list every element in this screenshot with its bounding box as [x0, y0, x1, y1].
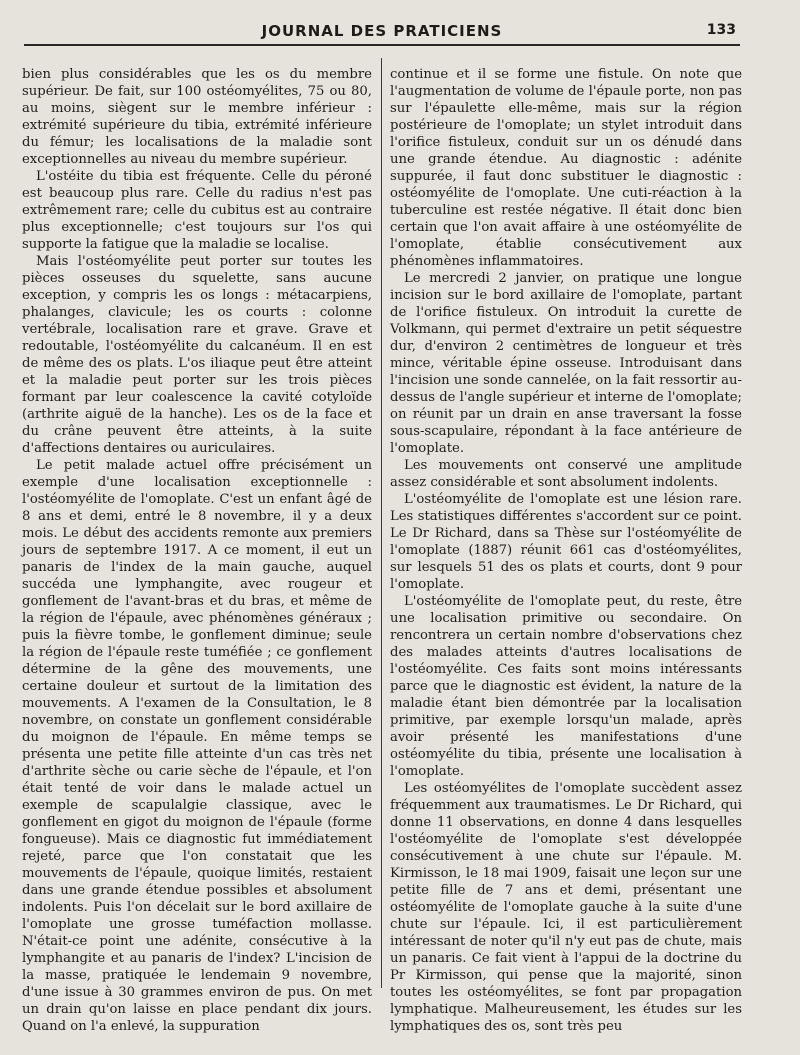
paragraph: L'ostéomyélite de l'omoplate peut, du reste, être une localisation primitive ou secondaire. On rencontrera un certain nombre d'observations chez des malades atteints d'autres localisations de l'ostéomyélite. Ces faits sont moins intéressants parce que le diagnostic est évident, la nature de la maladie étant bien démontrée par la localisation primitive, par exemple lorsqu'un malade, après avoir présenté les manifestations d'une ostéomyélite du tibia, présente une localisation à l'omoplate. — [390, 594, 742, 779]
column-divider — [381, 58, 382, 988]
journal-title: JOURNAL DES PRATICIENS — [261, 22, 503, 40]
page-header — [24, 18, 740, 46]
paragraph: bien plus considérables que les os du membre supérieur. De fait, sur 100 ostéomyélites, 75 ou 80, au moins, siègent sur le membre inférieur : extrémité supérieure du tibia, extrémité inférieure du fémur; les localisations de la maladie sont exceptionnelles au niveau du membre supérieur. — [22, 67, 372, 167]
paragraph: Les mouvements ont conservé une amplitude assez considérable et sont absolument indolents. — [390, 458, 742, 490]
paragraph: Mais l'ostéomyélite peut porter sur toutes les pièces osseuses du squelette, sans aucune exception, y compris les os longs : métacarpiens, phalanges, clavicule; les os courts : colonne vertébrale, localisation rare et grave. Grave et redoutable, l'ostéomyélite du calcanéum. Il en est de même des os plats. L'os iliaque peut être atteint et la maladie peut porter sur les trois pièces formant par leur coalescence la cavité cotyloïde (arthrite aiguë de la hanche). Les os de la face et du crâne peuvent être atteints, à la suite d'affections dentaires ou auriculaires. — [22, 254, 372, 456]
right-column — [390, 66, 742, 1035]
left-column — [22, 66, 372, 1035]
paragraph: continue et il se forme une fistule. On note que l'augmentation de volume de l'épaule porte, non pas sur l'épaulette elle-même, mais sur la région postérieure de l'omoplate; un stylet introduit dans l'orifice fistuleux, conduit sur un os dénudé dans une grande étendue. Au diagnostic : adénite suppurée, il faut donc substituer le diagnostic : ostéomyélite de l'omoplate. Une cuti-réaction à la tuberculine est restée négative. Il était donc bien certain que l'on avait affaire à une ostéomyélite de l'omoplate, établie consécutivement aux phénomènes inflammatoires. — [390, 67, 742, 269]
paragraph: Le petit malade actuel offre précisément un exemple d'une localisation exceptionnelle : l'ostéomyélite de l'omoplate. C'est un enfant âgé de 8 ans et demi, entré le 8 novembre, il y a deux mois. Le début des accidents remonte aux premiers jours de septembre 1917. A ce moment, il eut un panaris de l'index de la main gauche, auquel succéda une lymphangite, avec rougeur et gonflement de l'avant-bras et du bras, et même de la région de l'épaule, avec phénomènes généraux ; puis la fièvre tombe, le gonflement diminue; seule la région de l'épaule reste tuméfiée ; ce gonflement détermine de la gêne des mouvements, une certaine douleur et surtout de la limitation des mouvements. A l'examen de la Consultation, le 8 novembre, on constate un gonflement considérable du moignon de l'épaule. En même temps se présenta une petite fille atteinte d'un cas très net d'arthrite sèche ou carie sèche de l'épaule, et l'on était tenté de voir dans le malade actuel un exemple de scapulalgie classique, avec le gonflement en gigot du moignon de l'épaule (forme fongueuse). Mais ce diagnostic fut immédiatement rejeté, parce que l'on constatait que les mouvements de l'épaule, quoique limités, restaient dans une grande étendue possibles et absolument indolents. Puis l'on décelait sur le bord axillaire de l'omoplate une grosse tuméfaction mollasse. N'était-ce point une adénite, consécutive à la lymphangite et au panaris de l'index? L'incision de la masse, pratiquée le lendemain 9 novembre, d'une issue à 30 grammes environ de pus. On met un drain qu'on laisse en place pendant dix jours. Quand on l'a enlevé, la suppuration — [22, 458, 372, 1034]
paragraph: L'ostéite du tibia est fréquente. Celle du péroné est beaucoup plus rare. Celle du radius n'est pas extrêmement rare; celle du cubitus est au contraire plus exceptionnelle; c'est toujours sur l'os qui supporte la fatigue que la maladie se localise. — [22, 169, 372, 252]
page-number: 133 — [706, 22, 736, 38]
paragraph: Les ostéomyélites de l'omoplate succèdent assez fréquemment aux traumatismes. Le Dr Richard, qui donne 11 observations, en donne 4 dans lesquelles l'ostéomyélite de l'omoplate s'est développée consécutivement à une chute sur l'épaule. M. Kirmisson, le 18 mai 1909, faisait une leçon sur une petite fille de 7 ans et demi, présentant une ostéomyélite de l'omoplate gauche à la suite d'une chute sur l'épaule. Ici, il est particulièrement intéressant de noter qu'il n'y eut pas de chute, mais un panaris. Ce fait vient à l'appui de la doctrine du Pr Kirmisson, qui pense que la majorité, sinon toutes les ostéomyélites, se font par propagation lymphatique. Malheureusement, les études sur les lymphatiques des os, sont très peu — [390, 781, 742, 1034]
paragraph: L'ostéomyélite de l'omoplate est une lésion rare. Les statistiques différentes s'accordent sur ce point. Le Dr Richard, dans sa Thèse sur l'ostéomyélite de l'omoplate (1887) réunit 661 cas d'ostéomyélites, sur lesquels 51 des os plats et courts, dont 9 pour l'omoplate. — [390, 492, 742, 592]
paragraph: Le mercredi 2 janvier, on pratique une longue incision sur le bord axillaire de l'omoplate, partant de l'orifice fistuleux. On introduit la curette de Volkmann, qui permet d'extraire un petit séquestre dur, d'environ 2 centimètres de longueur et très mince, véritable épine osseuse. Introduisant dans l'incision une sonde cannelée, on la fait ressortir au-dessus de l'angle supérieur et interne de l'omoplate; on réunit par un drain en anse traversant la fosse sous-scapulaire, répondant à la face antérieure de l'omoplate. — [390, 271, 742, 456]
